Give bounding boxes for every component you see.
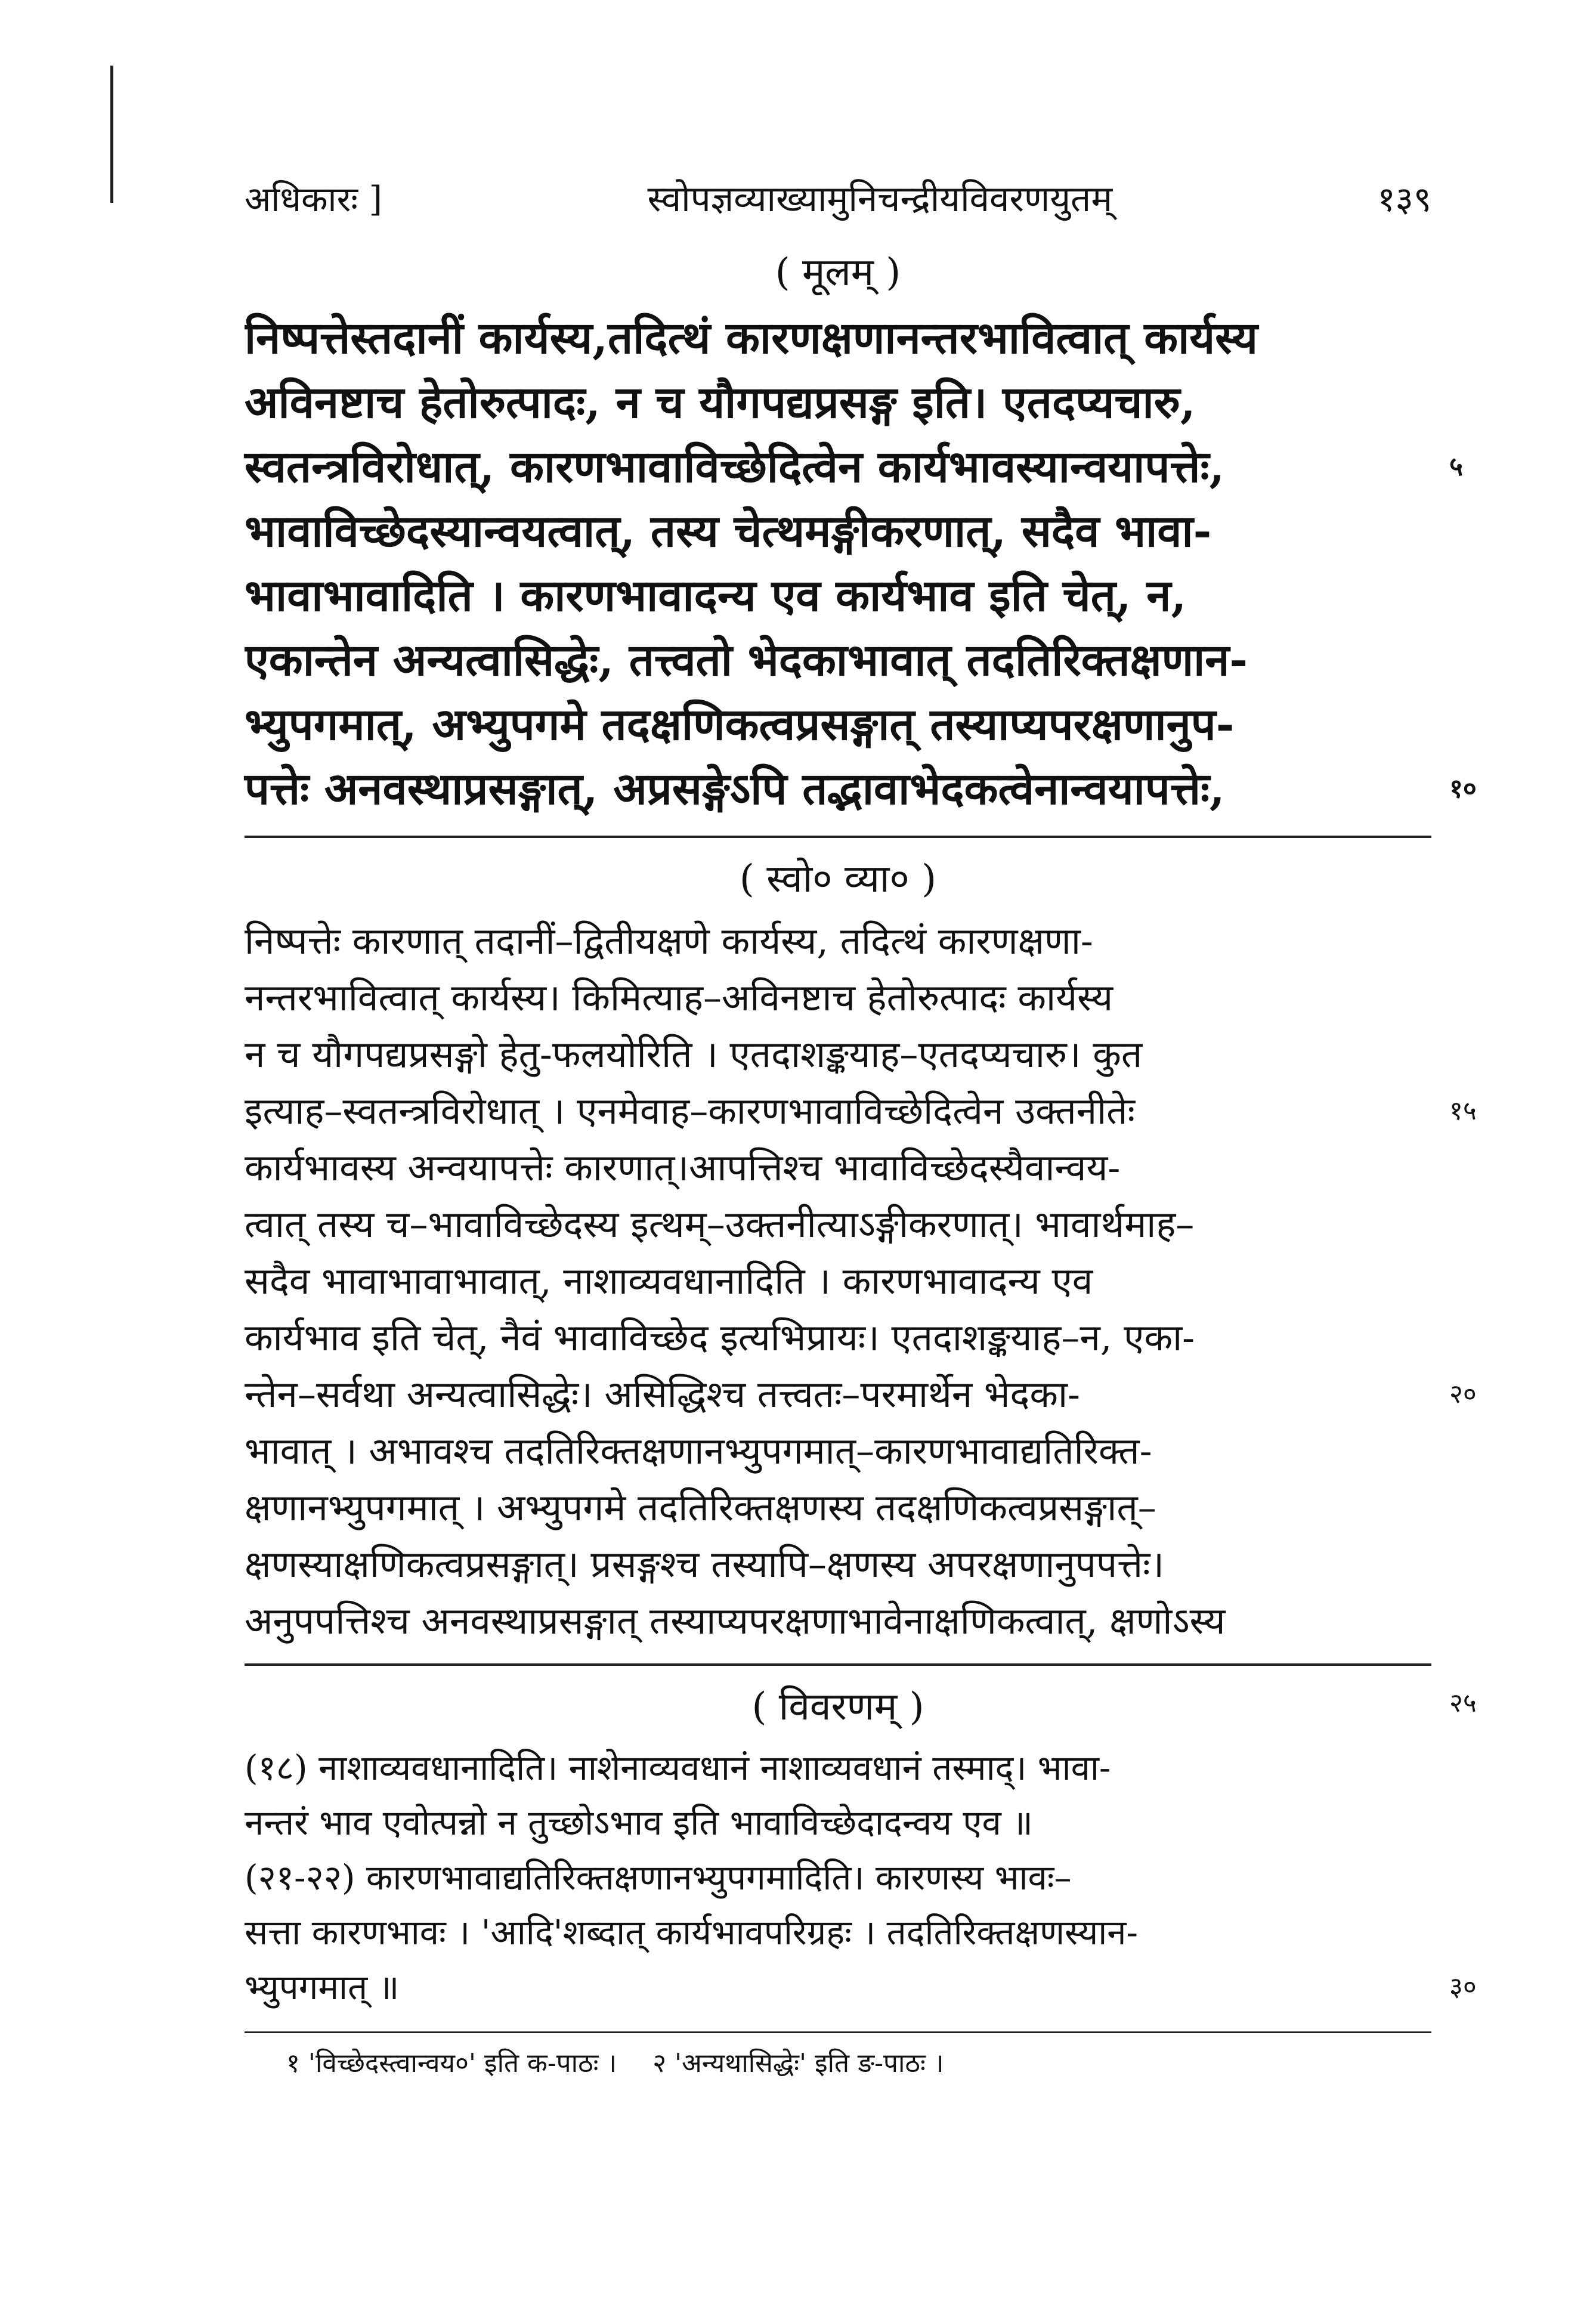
mulam-line [245,692,1431,757]
line-text: सत्ता कारणभावः । 'आदि'शब्दात् कार्यभावपरिग्रहः । तदतिरिक्तक्षणस्यान- [245,1912,1139,1953]
line-number: १० [1449,774,1477,804]
line-text: (२१-२२) कारणभावाद्यतिरिक्तक्षणानभ्युपगमादिति। कारणस्य भावः– [245,1857,1072,1898]
mulam-line [245,306,1431,370]
line-text: पत्तेः अनवस्थाप्रसङ्गात्, अप्रसङ्गेऽपि तद्भावाभेदकत्वेनान्वयापत्तेः, [245,763,1225,815]
mulam-line [245,564,1431,628]
mulam-line [245,499,1431,564]
footnote: २ 'अन्यथासिद्धेः' इति ङ-पाठः । [652,2048,944,2079]
footnote-divider [245,2031,1431,2033]
line-text: भ्युपगमात्, अभ्युपगमे तदक्षणिकत्वप्रसङ्गात् तस्याप्यपरक्षणानुप- [245,699,1235,750]
section-divider [245,836,1431,838]
commentary-line [245,913,1431,969]
line-text: भावात् । अभावश्च तदतिरिक्तक्षणानभ्युपगमात्–कारणभावाद्यतिरिक्त- [245,1429,1152,1473]
mulam-line [245,757,1477,821]
vivaranam-line [245,1850,1431,1905]
page-number: १३९ [1377,179,1431,219]
page [245,173,1477,2080]
commentary-line [245,1536,1431,1592]
line-text: नन्तरभावित्वात् कार्यस्य। किमित्याह–अविनष्टाच हेतोरुत्पादः कार्यस्य [245,976,1114,1019]
line-text: न्तेन–सर्वथा अन्यत्वासिद्धेः। असिद्धिश्च तत्त्वतः–परमार्थेन भेदका- [245,1372,1080,1416]
line-text: अविनष्टाच हेतोरुत्पादः, न च यौगपद्यप्रसङ्ग इति। एतदप्यचारु, [245,377,1196,428]
commentary-title: ( स्वो० व्या० ) [739,857,937,901]
commentary-line [245,969,1431,1026]
line-text: क्षणानभ्युपगमात् । अभ्युपगमे तदतिरिक्तक्षणस्य तदक्षणिकत्वप्रसङ्गात्– [245,1486,1156,1529]
line-number: ५ [1449,451,1463,482]
mulam-line [245,370,1431,435]
line-text: सदैव भावाभावाभावात्, नाशाव्यवधानादिति । कारणभावादन्य एव [245,1259,1093,1303]
header-left: अधिकारः ] [245,179,383,219]
line-number: १५ [1449,1096,1477,1126]
commentary-line [245,1422,1431,1479]
line-text: (१८) नाशाव्यवधानादिति। नाशेनाव्यवधानं नाशाव्यवधानं तस्माद्। भावा- [245,1748,1111,1788]
margin-rule [110,66,113,203]
line-text: क्षणस्याक्षणिकत्वप्रसङ्गात्। प्रसङ्गश्च तस्यापि–क्षणस्य अपरक्षणानुपपत्तेः। [245,1542,1164,1586]
line-text: निष्पत्तेस्तदानीं कार्यस्य,तदित्थं कारणक्षणानन्तरभावित्वात् कार्यस्य [245,313,1258,364]
line-text: इत्याह–स्वतन्त्रविरोधात् । एनमेवाह–कारणभावाविच्छेदित्वेन उक्तनीतेः [245,1089,1135,1133]
footnote: १ 'विच्छेदस्त्वान्वय०' इति क-पाठः । [286,2048,617,2079]
header-title: स्वोपज्ञव्याख्यामुनिचन्द्रीयविवरणयुतम् [647,178,1113,220]
mulam-line [245,435,1463,499]
vivaranam-title: ( विवरणम् ) [751,1685,924,1729]
line-text: न च यौगपद्यप्रसङ्गो हेतु-फलयोरिति । एतदाशङ्कयाह–एतदप्यचारु। कुत [245,1032,1143,1076]
line-number: २५ [1449,1688,1477,1718]
line-text: अनुपपत्तिश्च अनवस्थाप्रसङ्गात् तस्याप्यपरक्षणाभावेनाक्षणिकत्वात्, क्षणोऽस्य [245,1599,1226,1643]
mulam-text [245,306,1477,821]
commentary-line [245,1139,1431,1196]
line-text: नन्तरं भाव एवोत्पन्नो न तुच्छोऽभाव इति भावाविच्छेदादन्वय एव ॥ [245,1802,1033,1843]
line-number: ३० [1449,1972,1477,2002]
line-text: भ्युपगमात् ॥ [245,1967,400,2008]
line-text: कार्यभावस्य अन्वयापत्तेः कारणात्।आपत्तिश्च भावाविच्छेदस्यैवान्वय- [245,1146,1121,1189]
vivaranam-text [245,1740,1477,2015]
vivaranam-line [245,1905,1431,1960]
line-number: २० [1449,1379,1477,1409]
commentary-line [245,1366,1477,1422]
vivaranam-line [245,1795,1431,1850]
vivaranam-line [245,1740,1431,1795]
line-text: निष्पत्तेः कारणात् तदानीं–द्वितीयक्षणे कार्यस्य, तदित्थं कारणक्षणा- [245,919,1093,963]
commentary-line [245,1592,1431,1649]
line-text: भावाविच्छेदस्यान्वयत्वात्, तस्य चेत्थमङ्गीकरणात्, सदैव भावा- [245,506,1212,557]
line-text: त्वात् तस्य च–भावाविच्छेदस्य इत्थम्–उक्तनीत्याऽङ्गीकरणात्। भावार्थमाह– [245,1202,1195,1246]
vivaranam-heading [245,1679,1477,1731]
mulam-title: ( मूलम् ) [775,250,901,295]
commentary-line [245,1026,1431,1083]
section-divider [245,1663,1431,1666]
commentary-text [245,913,1477,1649]
line-text: कार्यभाव इति चेत्, नैवं भावाविच्छेद इत्यभिप्रायः। एतदाशङ्कयाह–न, एका- [245,1316,1195,1359]
commentary-line [245,1196,1431,1252]
running-header [245,173,1431,222]
commentary-line [245,1309,1431,1366]
line-text: स्वतन्त्रविरोधात्, कारणभावाविच्छेदित्वेन कार्यभावस्यान्वयापत्तेः, [245,441,1225,493]
footnotes [245,2044,1431,2080]
line-text: एकान्तेन अन्यत्वासिद्धेः, तत्त्वतो भेदकाभावात् तदतिरिक्तक्षणान- [245,635,1248,686]
mulam-line [245,628,1431,692]
line-text: भावाभावादिति । कारणभावादन्य एव कार्यभाव इति चेत्, न, [245,570,1187,621]
commentary-line [245,1252,1431,1309]
commentary-line [245,1083,1477,1139]
commentary-line [245,1479,1431,1536]
vivaranam-line [245,1960,1477,2015]
